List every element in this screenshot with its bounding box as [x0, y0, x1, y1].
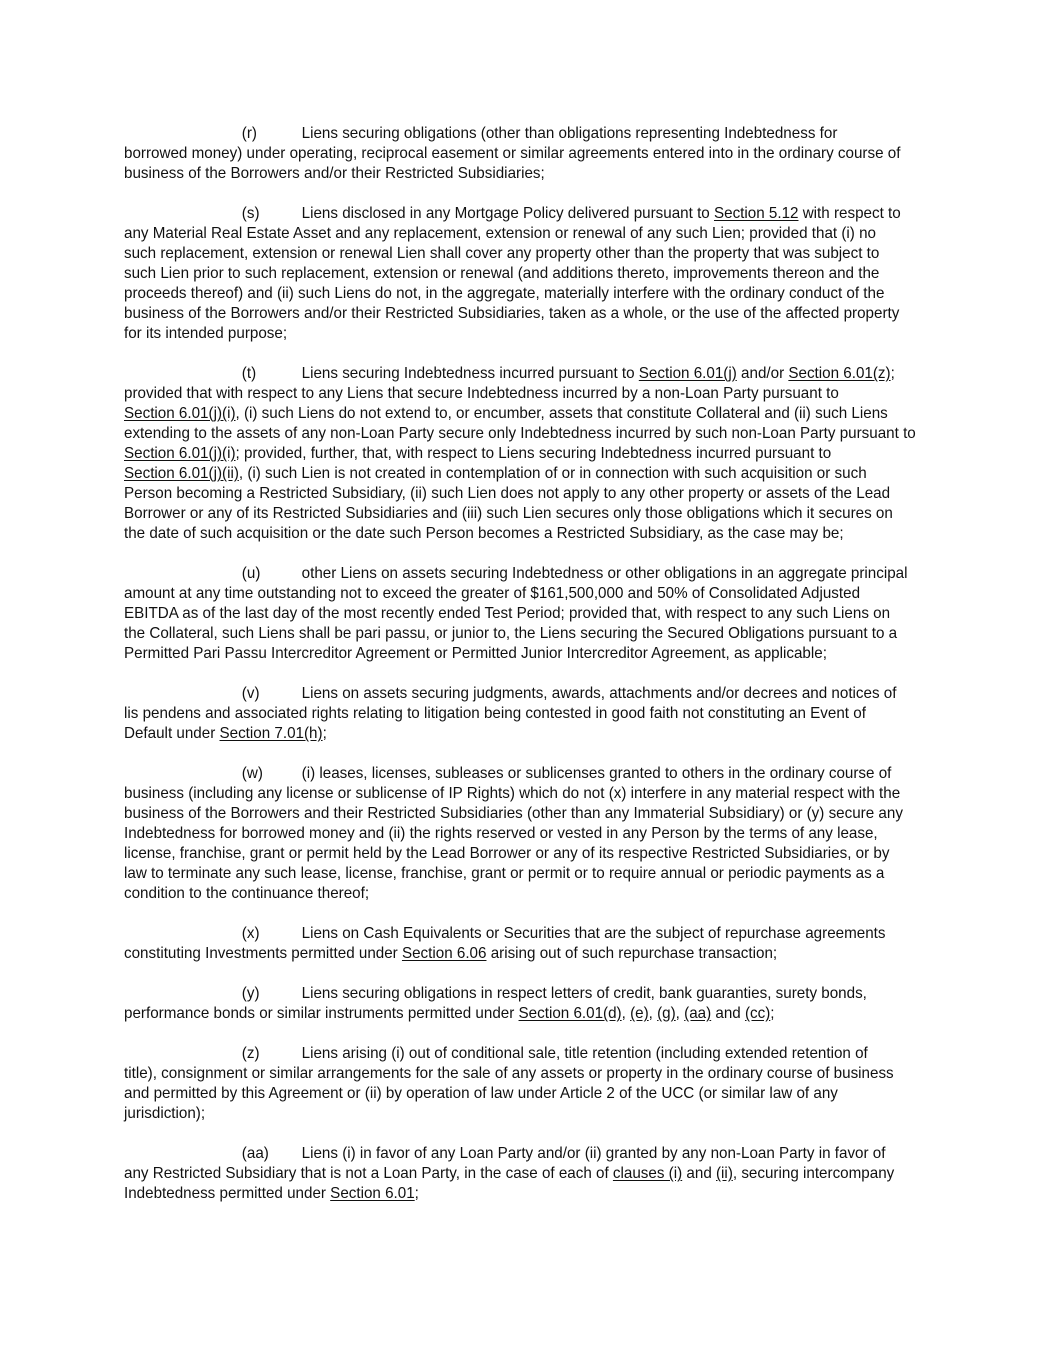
clause-v: [124, 684, 954, 744]
text-segment: arising out of such repurchase transaction;: [486, 945, 778, 962]
clause-first-line: [302, 764, 892, 784]
text-segment: and permitted by this Agreement or (ii) by operation of law under Article 2 of the UCC (or similar law of any: [124, 1085, 838, 1102]
section-reference: Section 6.01(d): [518, 1005, 622, 1022]
text-line: [124, 724, 913, 744]
text-segment: ;: [770, 1005, 775, 1022]
text-segment: jurisdiction);: [124, 1105, 206, 1122]
clause-first-line: [302, 1044, 868, 1064]
text-segment: proceeds thereof) and (ii) such Liens do not, in the aggregate, materially interfere with the ordinary conduct of the: [124, 285, 885, 302]
text-segment: the date of such acquisition or the date such Person becomes a Restricted Subsidiary, as the case may be;: [124, 525, 844, 542]
text-segment: Indebtedness for borrowed money and (ii) the rights reserved or vested in any Person by the terms of any lease,: [124, 825, 878, 842]
text-line: [124, 484, 913, 504]
text-segment: any Material Real Estate Asset and any replacement, extension or renewal of any such Lien; provided that (i) no: [124, 225, 876, 242]
text-segment: Liens on Cash Equivalents or Securities that are the subject of repurchase agreements: [301, 925, 886, 942]
clause-label: (v): [241, 685, 260, 702]
text-segment: license, franchise, grant or permit held by the Lead Borrower or any of its respective Restricted Subsidiaries, or by: [124, 845, 890, 862]
text-line: [124, 384, 913, 404]
text-segment: ,: [621, 1005, 631, 1022]
section-reference: (aa): [684, 1005, 712, 1022]
text-line: [124, 284, 913, 304]
text-segment: ;: [414, 1185, 419, 1202]
clause-x: [124, 924, 954, 964]
text-segment: business of the Borrowers and/or their Restricted Subsidiaries;: [124, 165, 545, 182]
text-segment: , (i) such Liens do not extend to, or encumber, assets that constitute Collateral and (ii) such Liens: [235, 405, 888, 422]
text-segment: Liens (i) in favor of any Loan Party and/or (ii) granted by any non-Loan Party in favor of: [301, 1145, 886, 1162]
clause-label: (y): [241, 985, 260, 1002]
text-segment: provided that with respect to any Liens that secure Indebtedness incurred by a non-Loan Party pursuant to: [124, 385, 839, 402]
section-reference: Section 5.12: [713, 205, 799, 222]
text-line: [124, 684, 913, 704]
clause-label: (s): [241, 205, 260, 222]
text-line: [124, 864, 913, 884]
text-segment: lis pendens and associated rights relating to litigation being contested in good faith not constituting an Event of: [124, 705, 866, 722]
text-segment: amount at any time outstanding not to exceed the greater of $161,500,000 and 50% of Consolidated Adjusted: [124, 585, 861, 602]
text-segment: any Restricted Subsidiary that is not a Loan Party, in the case of each of: [124, 1165, 613, 1182]
text-line: [124, 244, 913, 264]
text-line: [124, 1084, 913, 1104]
text-segment: performance bonds or similar instruments permitted under: [124, 1005, 519, 1022]
clause-first-line: [302, 204, 901, 224]
text-segment: for its intended purpose;: [124, 325, 288, 342]
section-reference: (g): [657, 1005, 676, 1022]
clause-first-line: [302, 564, 908, 584]
text-line: [124, 124, 913, 144]
text-line: [124, 704, 913, 724]
text-segment: Person becoming a Restricted Subsidiary, (ii) such Lien does not apply to any other property or assets of the Lead: [124, 485, 891, 502]
text-line: [124, 584, 913, 604]
text-segment: extending to the assets of any non-Loan Party secure only Indebtedness incurred by such non-Loan Party pursuant to: [124, 425, 916, 442]
text-line: [124, 804, 913, 824]
text-line: [124, 144, 913, 164]
clause-z: [124, 1044, 954, 1124]
text-line: [124, 604, 913, 624]
clause-label: (u): [241, 565, 261, 582]
text-line: [124, 944, 913, 964]
document-page: [124, 124, 954, 1224]
text-segment: business (including any license or sublicense of IP Rights) which do not (x) interfere in any material respect with the: [124, 785, 901, 802]
text-line: [124, 1064, 913, 1084]
text-line: [124, 1044, 913, 1064]
text-segment: Liens securing obligations (other than obligations representing Indebtedness for: [301, 125, 838, 142]
text-segment: Default under: [124, 725, 220, 742]
text-segment: Borrower or any of its Restricted Subsidiaries and (iii) such Lien secures only those obligations which it secures on: [124, 505, 893, 522]
clause-label: (w): [241, 765, 263, 782]
clause-first-line: [302, 924, 886, 944]
text-line: [124, 824, 913, 844]
text-segment: EBITDA as of the last day of the most recently ended Test Period; provided that, with respect to any such Liens on: [124, 605, 891, 622]
text-line: [124, 424, 916, 444]
section-reference: Section 7.01(h): [219, 725, 323, 742]
text-segment: and: [711, 1005, 745, 1022]
text-line: [124, 1104, 913, 1124]
section-reference: Section 6.01(j)(ii): [124, 465, 239, 482]
text-line: [124, 764, 913, 784]
section-reference: Section 6.01(j)(i): [124, 405, 236, 422]
text-line: [124, 464, 913, 484]
clause-label: (aa): [241, 1145, 269, 1162]
section-reference: clauses (i): [612, 1165, 683, 1182]
text-segment: ,: [675, 1005, 685, 1022]
text-segment: Liens securing Indebtedness incurred pursuant to: [301, 365, 639, 382]
text-segment: business of the Borrowers and/or their Restricted Subsidiaries, taken as a whole, or the use of the affected property: [124, 305, 900, 322]
section-reference: Section 6.01(j)(i): [124, 445, 236, 462]
section-reference: Section 6.01(j): [638, 365, 737, 382]
text-segment: the Collateral, such Liens shall be pari passu, or junior to, the Liens securing the Secured Obligations pursuant to a: [124, 625, 898, 642]
section-reference: Section 6.01(z): [788, 365, 891, 382]
text-line: [124, 444, 913, 464]
text-segment: law to terminate any such lease, license, franchise, grant or permit or to require annual or periodic payments as a: [124, 865, 885, 882]
text-segment: other Liens on assets securing Indebtedness or other obligations in an aggregate principal: [301, 565, 908, 582]
text-segment: condition to the continuance thereof;: [124, 885, 370, 902]
clause-first-line: [302, 124, 838, 144]
text-line: [124, 524, 913, 544]
text-segment: Liens on assets securing judgments, awards, attachments and/or decrees and notices of: [301, 685, 897, 702]
text-line: [124, 204, 913, 224]
clause-t: [124, 364, 954, 544]
text-segment: Permitted Pari Passu Intercreditor Agreement or Permitted Junior Intercreditor Agreement, as applicable;: [124, 645, 827, 662]
section-reference: (e): [630, 1005, 649, 1022]
text-line: [124, 564, 913, 584]
text-line: [124, 784, 913, 804]
clause-y: [124, 984, 954, 1024]
text-line: [124, 224, 913, 244]
text-line: [124, 984, 913, 1004]
text-segment: Indebtedness permitted under: [124, 1185, 331, 1202]
text-segment: , (i) such Lien is not created in contemplation of or in connection with such acquisition or such: [238, 465, 867, 482]
clause-label: (z): [241, 1045, 260, 1062]
text-segment: and: [682, 1165, 716, 1182]
text-line: [124, 844, 913, 864]
clause-u: [124, 564, 954, 664]
section-reference: Section 6.06: [401, 945, 487, 962]
section-reference: (ii): [715, 1165, 733, 1182]
clause-aa: [124, 1144, 954, 1204]
clause-first-line: [302, 684, 897, 704]
text-segment: ;: [890, 365, 895, 382]
text-line: [124, 304, 913, 324]
clause-first-line: [302, 1144, 886, 1164]
text-segment: constituting Investments permitted under: [124, 945, 402, 962]
text-line: [124, 1184, 913, 1204]
text-segment: such replacement, extension or renewal Lien shall cover any property other than the property that was subject to: [124, 245, 880, 262]
text-segment: business of the Borrowers and their Restricted Subsidiaries (other than any Immaterial Subsidiary) or (y) secure any: [124, 805, 903, 822]
text-segment: , securing intercompany: [732, 1165, 895, 1182]
clause-s: [124, 204, 954, 344]
text-segment: Liens securing obligations in respect letters of credit, bank guaranties, surety bonds,: [301, 985, 867, 1002]
text-segment: title), consignment or similar arrangements for the sale of any assets or property in the ordinary course of business: [124, 1065, 894, 1082]
clause-first-line: [302, 364, 895, 384]
text-segment: Liens arising (i) out of conditional sale, title retention (including extended retention of: [301, 1045, 868, 1062]
text-segment: and/or: [736, 365, 789, 382]
text-segment: with respect to: [798, 205, 901, 222]
clause-label: (x): [241, 925, 260, 942]
text-line: [124, 504, 913, 524]
text-line: [124, 264, 913, 284]
text-line: [124, 1144, 913, 1164]
text-line: [124, 364, 913, 384]
clause-first-line: [302, 984, 867, 1004]
text-segment: borrowed money) under operating, reciprocal easement or similar agreements entered into in the ordinary course of: [124, 145, 901, 162]
text-segment: ;: [322, 725, 327, 742]
text-line: [124, 164, 913, 184]
clause-r: [124, 124, 954, 184]
text-line: [124, 324, 913, 344]
clause-label: (r): [241, 125, 257, 142]
text-segment: ; provided, further, that, with respect to Liens securing Indebtedness incurred pursuant to: [235, 445, 832, 462]
text-line: [124, 1004, 913, 1024]
clause-label: (t): [241, 365, 257, 382]
text-line: [124, 924, 913, 944]
clause-w: [124, 764, 954, 904]
text-line: [124, 624, 913, 644]
text-segment: (i) leases, licenses, subleases or sublicenses granted to others in the ordinary course of: [301, 765, 892, 782]
section-reference: Section 6.01: [330, 1185, 415, 1202]
text-segment: Liens disclosed in any Mortgage Policy delivered pursuant to: [301, 205, 714, 222]
section-reference: (cc): [744, 1005, 771, 1022]
text-line: [124, 884, 913, 904]
text-line: [124, 644, 913, 664]
text-line: [124, 404, 913, 424]
text-segment: such Lien prior to such replacement, extension or renewal (and additions thereto, improvements thereon and the: [124, 265, 880, 282]
text-segment: ,: [648, 1005, 658, 1022]
text-line: [124, 1164, 913, 1184]
